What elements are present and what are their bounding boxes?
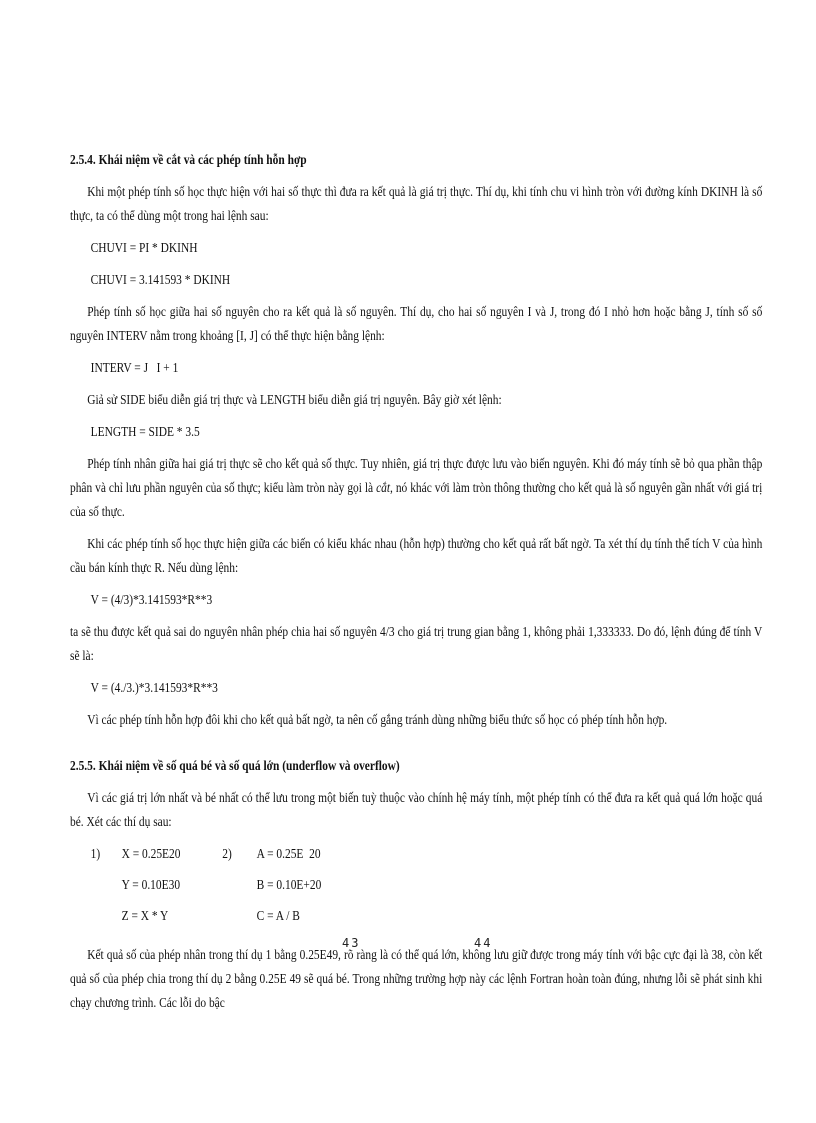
- paragraph: Phép tính số học giữa hai số nguyên cho ra kết quả là số nguyên. Thí dụ, cho hai số nguyên I và J, trong đó I nhỏ hơn hoặc bằng J, tính số số nguyên INTERV nằm trong khoảng [I, J] có thể thực hiện bằng lệnh:: [70, 304, 763, 343]
- paragraph: Khi các phép tính số học thực hiện giữa các biến có kiểu khác nhau (hỗn hợp) thường cho kết quả rất bất ngờ. Ta xét thí dụ tính thể tích V của hình cầu bán kính thực R. Nếu dùng lệnh:: [70, 536, 763, 575]
- paragraph: Vì các giá trị lớn nhất và bé nhất có thể lưu trong một biến tuỳ thuộc vào chính hệ máy tính, một phép tính có thể đưa ra kết quả quá lớn hoặc quá bé. Xét các thí dụ sau:: [70, 790, 763, 829]
- example-right-code: A = 0.25E 20: [256, 846, 321, 861]
- example-right-code: C = A / B: [256, 908, 300, 923]
- example-left-code: Y = 0.10E30: [121, 877, 181, 892]
- example-row: [70, 873, 762, 904]
- example-row: [70, 842, 762, 873]
- example-number: 1): [90, 846, 101, 861]
- emphasis-term: cắt: [376, 480, 391, 495]
- page-content: [70, 148, 762, 1023]
- paragraph-text: Phép tính nhân giữa hai giá trị thực sẽ cho kết quả số thực. Tuy nhiên, giá trị thực được lưu vào biến nguyên. Khi đó máy tính sẽ bỏ qua phần thập phân và chỉ lưu phần nguyên của số thực; kiểu làm tròn này gọi là: [70, 456, 763, 495]
- section-heading-2-5-5: 2.5.5. Khái niệm về số quá bé và số quá lớn (underflow và overflow): [70, 758, 400, 773]
- code-line: CHUVI = PI * DKINH: [90, 240, 198, 255]
- code-line: LENGTH = SIDE * 3.5: [90, 424, 200, 439]
- code-line: CHUVI = 3.141593 * DKINH: [90, 272, 231, 287]
- example-number: 2): [222, 846, 232, 861]
- paragraph: Giả sử SIDE biểu diễn giá trị thực và LENGTH biểu diễn giá trị nguyên. Bây giờ xét lệnh:: [87, 392, 502, 407]
- example-row: [70, 904, 762, 935]
- example-left-code: Z = X * Y: [121, 908, 169, 923]
- paragraph-text: , nó khác với làm tròn thông thường cho kết quả là số nguyên gần nhất với giá trị của số thực.: [70, 480, 763, 519]
- code-line: V = (4./3.)*3.141593*R**3: [90, 680, 218, 695]
- page-number-left: 43: [342, 936, 361, 950]
- example-left-code: X = 0.25E20: [121, 846, 181, 861]
- section-heading-2-5-4: 2.5.4. Khái niệm về cắt và các phép tính hỗn hợp: [70, 152, 307, 167]
- paragraph-truncation: [70, 452, 762, 524]
- paragraph: ta sẽ thu được kết quả sai do nguyên nhân phép chia hai số nguyên 4/3 cho giá trị trung gian bằng 1, không phải 1,333333. Do đó, lệnh đúng để tính V sẽ là:: [70, 624, 763, 663]
- paragraph: Vì các phép tính hỗn hợp đôi khi cho kết quả bất ngờ, ta nên cố gắng tránh dùng những biểu thức số học có phép tính hỗn hợp.: [87, 712, 668, 727]
- code-line: INTERV = J I + 1: [90, 360, 179, 375]
- code-line: V = (4/3)*3.141593*R**3: [90, 592, 213, 607]
- examples-block: [70, 842, 762, 935]
- paragraph: Kết quả số của phép nhân trong thí dụ 1 bằng 0.25E49, rõ ràng là có thể quá lớn, không lưu giữ được trong máy tính với bậc cực đại là 38, còn kết quả số của phép chia trong thí dụ 2 bằng 0.25E 49 sẽ quá bé. Trong những trường hợp này các lệnh Fortran hoàn toàn đúng, nhưng lỗi sẽ phát sinh khi chạy chương trình. Các lỗi do bậc: [70, 947, 763, 1010]
- section-spacer: [70, 740, 762, 754]
- paragraph: Khi một phép tính số học thực hiện với hai số thực thì đưa ra kết quả là giá trị thực. Thí dụ, khi tính chu vi hình tròn với đường kính DKINH là số thực, ta có thể dùng một trong hai lệnh sau:: [70, 184, 763, 223]
- page-number-right: 44: [474, 936, 493, 950]
- example-right-code: B = 0.10E+20: [256, 877, 322, 892]
